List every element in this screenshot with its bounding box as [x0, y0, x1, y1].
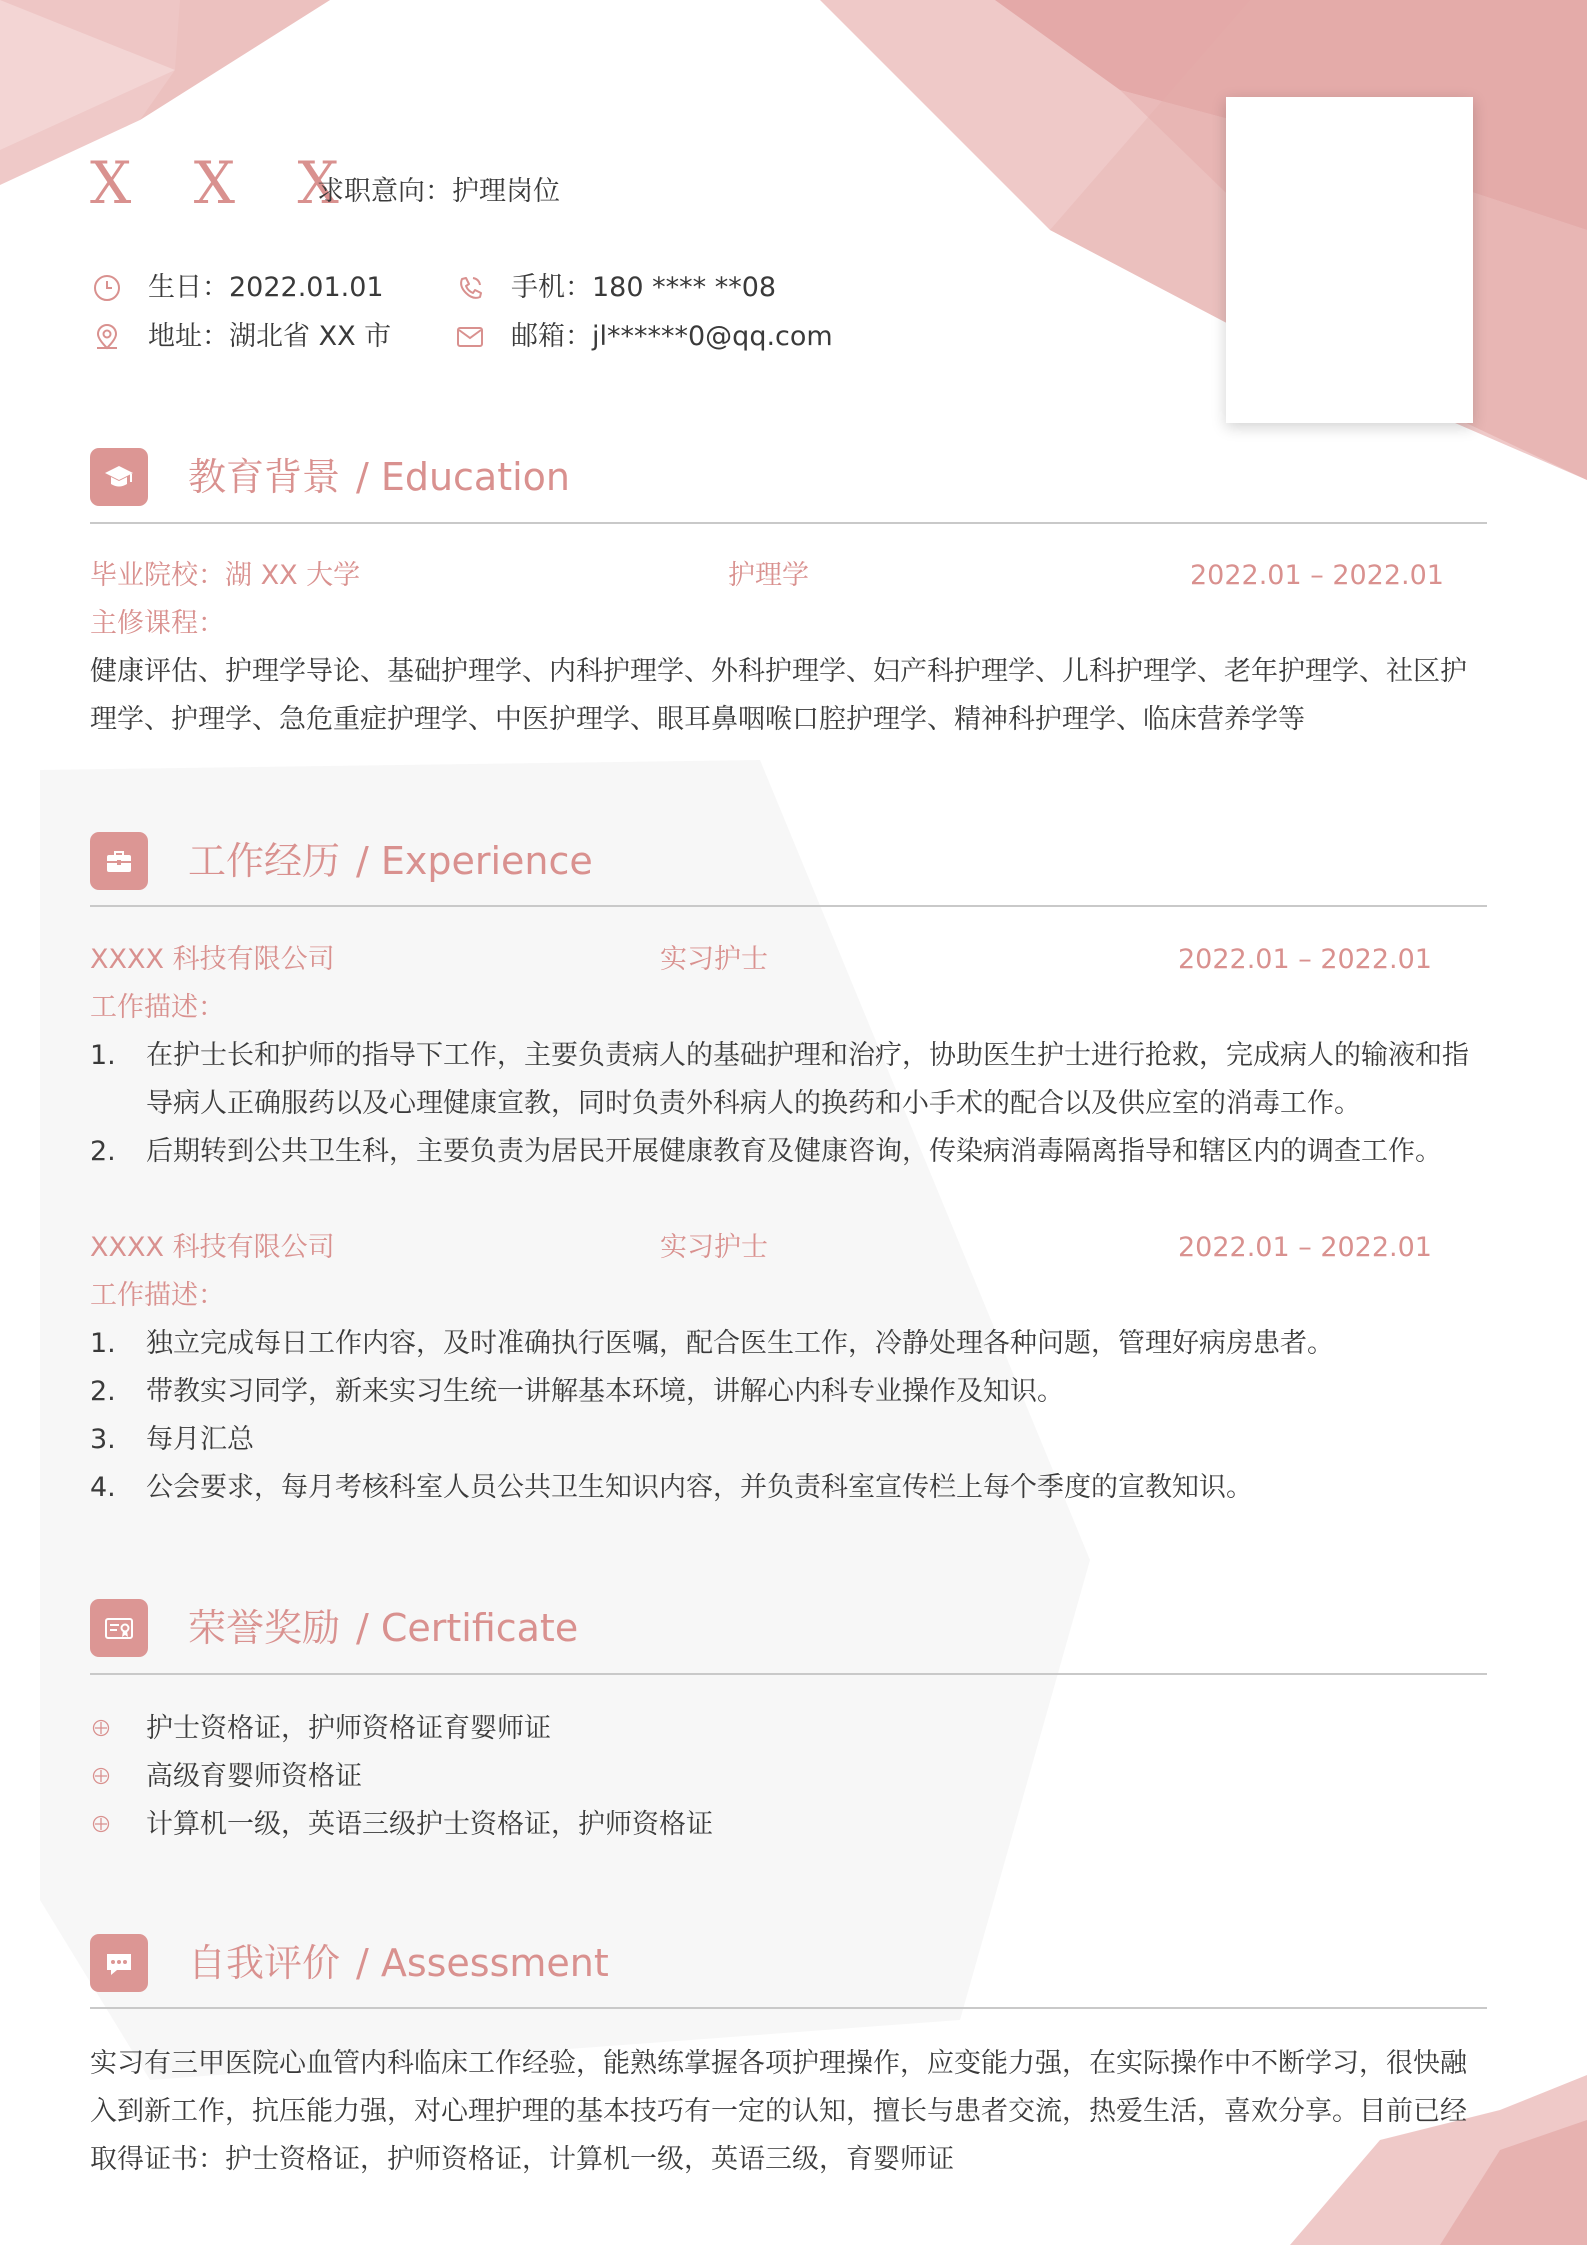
education-major: 护理学 [728, 560, 809, 591]
section-title-assessment: 自我评价 / Assessment [90, 1933, 609, 1993]
list-item: 高级育婴师资格证 [90, 1753, 1490, 1801]
courses-label: 主修课程： [90, 608, 225, 639]
section-divider [90, 522, 1487, 524]
list-item: 4. 公会要求，每月考核科室人员公共卫生知识内容，并负责科室宣传栏上每个季度的宣教知识。 [90, 1472, 1253, 1503]
job-company: XXXX 科技有限公司 [90, 944, 335, 975]
job-period: 2022.01 – 2022.01 [1178, 1232, 1432, 1263]
email-info [453, 317, 833, 357]
list-item: 1. 在护士长和护师的指导下工作，主要负责病人的基础护理和治疗，协助医生护士进行抢救，完成病人的输液和指导病人正确服药以及心理健康宣教，同时负责外科病人的换药和小手术的配合以及供应室的消毒工作。 [90, 1040, 1469, 1119]
location-icon [90, 320, 124, 354]
certificate-title-cn: 荣誉奖励 [188, 1606, 341, 1650]
assessment-title-en: Assessment [380, 1941, 609, 1985]
email-text: 邮箱：jl******0@qq.com [511, 321, 833, 352]
circle-plus-icon [92, 1767, 110, 1785]
section-title-certificate: 荣誉奖励 / Certificate [90, 1598, 578, 1658]
address-info [90, 317, 391, 357]
section-title-experience: 工作经历 / Experience [90, 831, 593, 891]
section-divider [90, 2007, 1487, 2009]
courses-text: 健康评估、护理学导论、基础护理学、内科护理学、外科护理学、妇产科护理学、儿科护理学、老年护理学、社区护理学、护理学、急危重症护理学、中医护理学、眼耳鼻咽喉口腔护理学、精神科护理学、临床营养学等 [90, 656, 1467, 735]
education-school: 毕业院校：湖 XX 大学 [90, 560, 361, 591]
job-period: 2022.01 – 2022.01 [1178, 944, 1432, 975]
experience-title-en: Experience [380, 839, 593, 883]
birthday-info [90, 268, 384, 308]
list-item: 护士资格证，护师资格证育婴师证 [90, 1705, 1490, 1753]
clock-icon [90, 271, 124, 305]
experience-title-cn: 工作经历 [188, 839, 341, 883]
assessment-title-cn: 自我评价 [188, 1941, 341, 1985]
phone-text: 手机：180 **** **08 [511, 272, 777, 303]
job-duties-list [90, 1032, 1490, 1176]
candidate-name: X X X [90, 149, 361, 217]
list-item: 3. 每月汇总 [90, 1424, 254, 1455]
briefcase-icon [90, 832, 148, 890]
graduation-cap-icon [90, 448, 148, 506]
education-period: 2022.01 – 2022.01 [1190, 560, 1444, 591]
section-divider [90, 905, 1487, 907]
list-item: 计算机一级，英语三级护士资格证，护师资格证 [90, 1801, 1490, 1849]
circle-plus-icon [92, 1815, 110, 1833]
list-item: 1. 独立完成每日工作内容，及时准确执行医嘱，配合医生工作，冷静处理各种问题，管理好病房患者。 [90, 1328, 1334, 1359]
assessment-text: 实习有三甲医院心血管内科临床工作经验，能熟练掌握各项护理操作，应变能力强，在实际操作中不断学习，很快融入到新工作，抗压能力强，对心理护理的基本技巧有一定的认知，擅长与患者交流，热爱生活，喜欢分享。目前已经取得证书：护士资格证，护师资格证，计算机一级，英语三级，育婴师证 [90, 2048, 1467, 2175]
job-company: XXXX 科技有限公司 [90, 1232, 335, 1263]
job-intent: 求职意向：护理岗位 [317, 176, 560, 207]
circle-plus-icon [92, 1719, 110, 1737]
certificate-title-en: Certificate [380, 1606, 579, 1650]
section-divider [90, 1673, 1487, 1675]
chat-bubble-icon [90, 1934, 148, 1992]
job-role: 实习护士 [660, 944, 768, 975]
education-title-cn: 教育背景 [188, 455, 341, 499]
phone-info [453, 268, 776, 308]
job-duties-list [90, 1320, 1490, 1512]
list-item: 2. 带教实习同学，新来实习生统一讲解基本环境，讲解心内科专业操作及知识。 [90, 1376, 1064, 1407]
certificate-icon [90, 1599, 148, 1657]
section-title-education: 教育背景 / Education [90, 447, 570, 507]
job-role: 实习护士 [660, 1232, 768, 1263]
certificate-list [90, 1705, 1490, 1849]
job-desc-label: 工作描述： [90, 1280, 225, 1311]
address-text: 地址：湖北省 XX 市 [148, 321, 392, 352]
profile-photo-frame [1226, 97, 1473, 423]
birthday-text: 生日：2022.01.01 [148, 272, 384, 303]
job-desc-label: 工作描述： [90, 992, 225, 1023]
list-item: 2. 后期转到公共卫生科，主要负责为居民开展健康教育及健康咨询，传染病消毒隔离指导和辖区内的调查工作。 [90, 1136, 1442, 1167]
education-title-en: Education [380, 455, 571, 499]
phone-icon [453, 271, 487, 305]
mail-icon [453, 320, 487, 354]
